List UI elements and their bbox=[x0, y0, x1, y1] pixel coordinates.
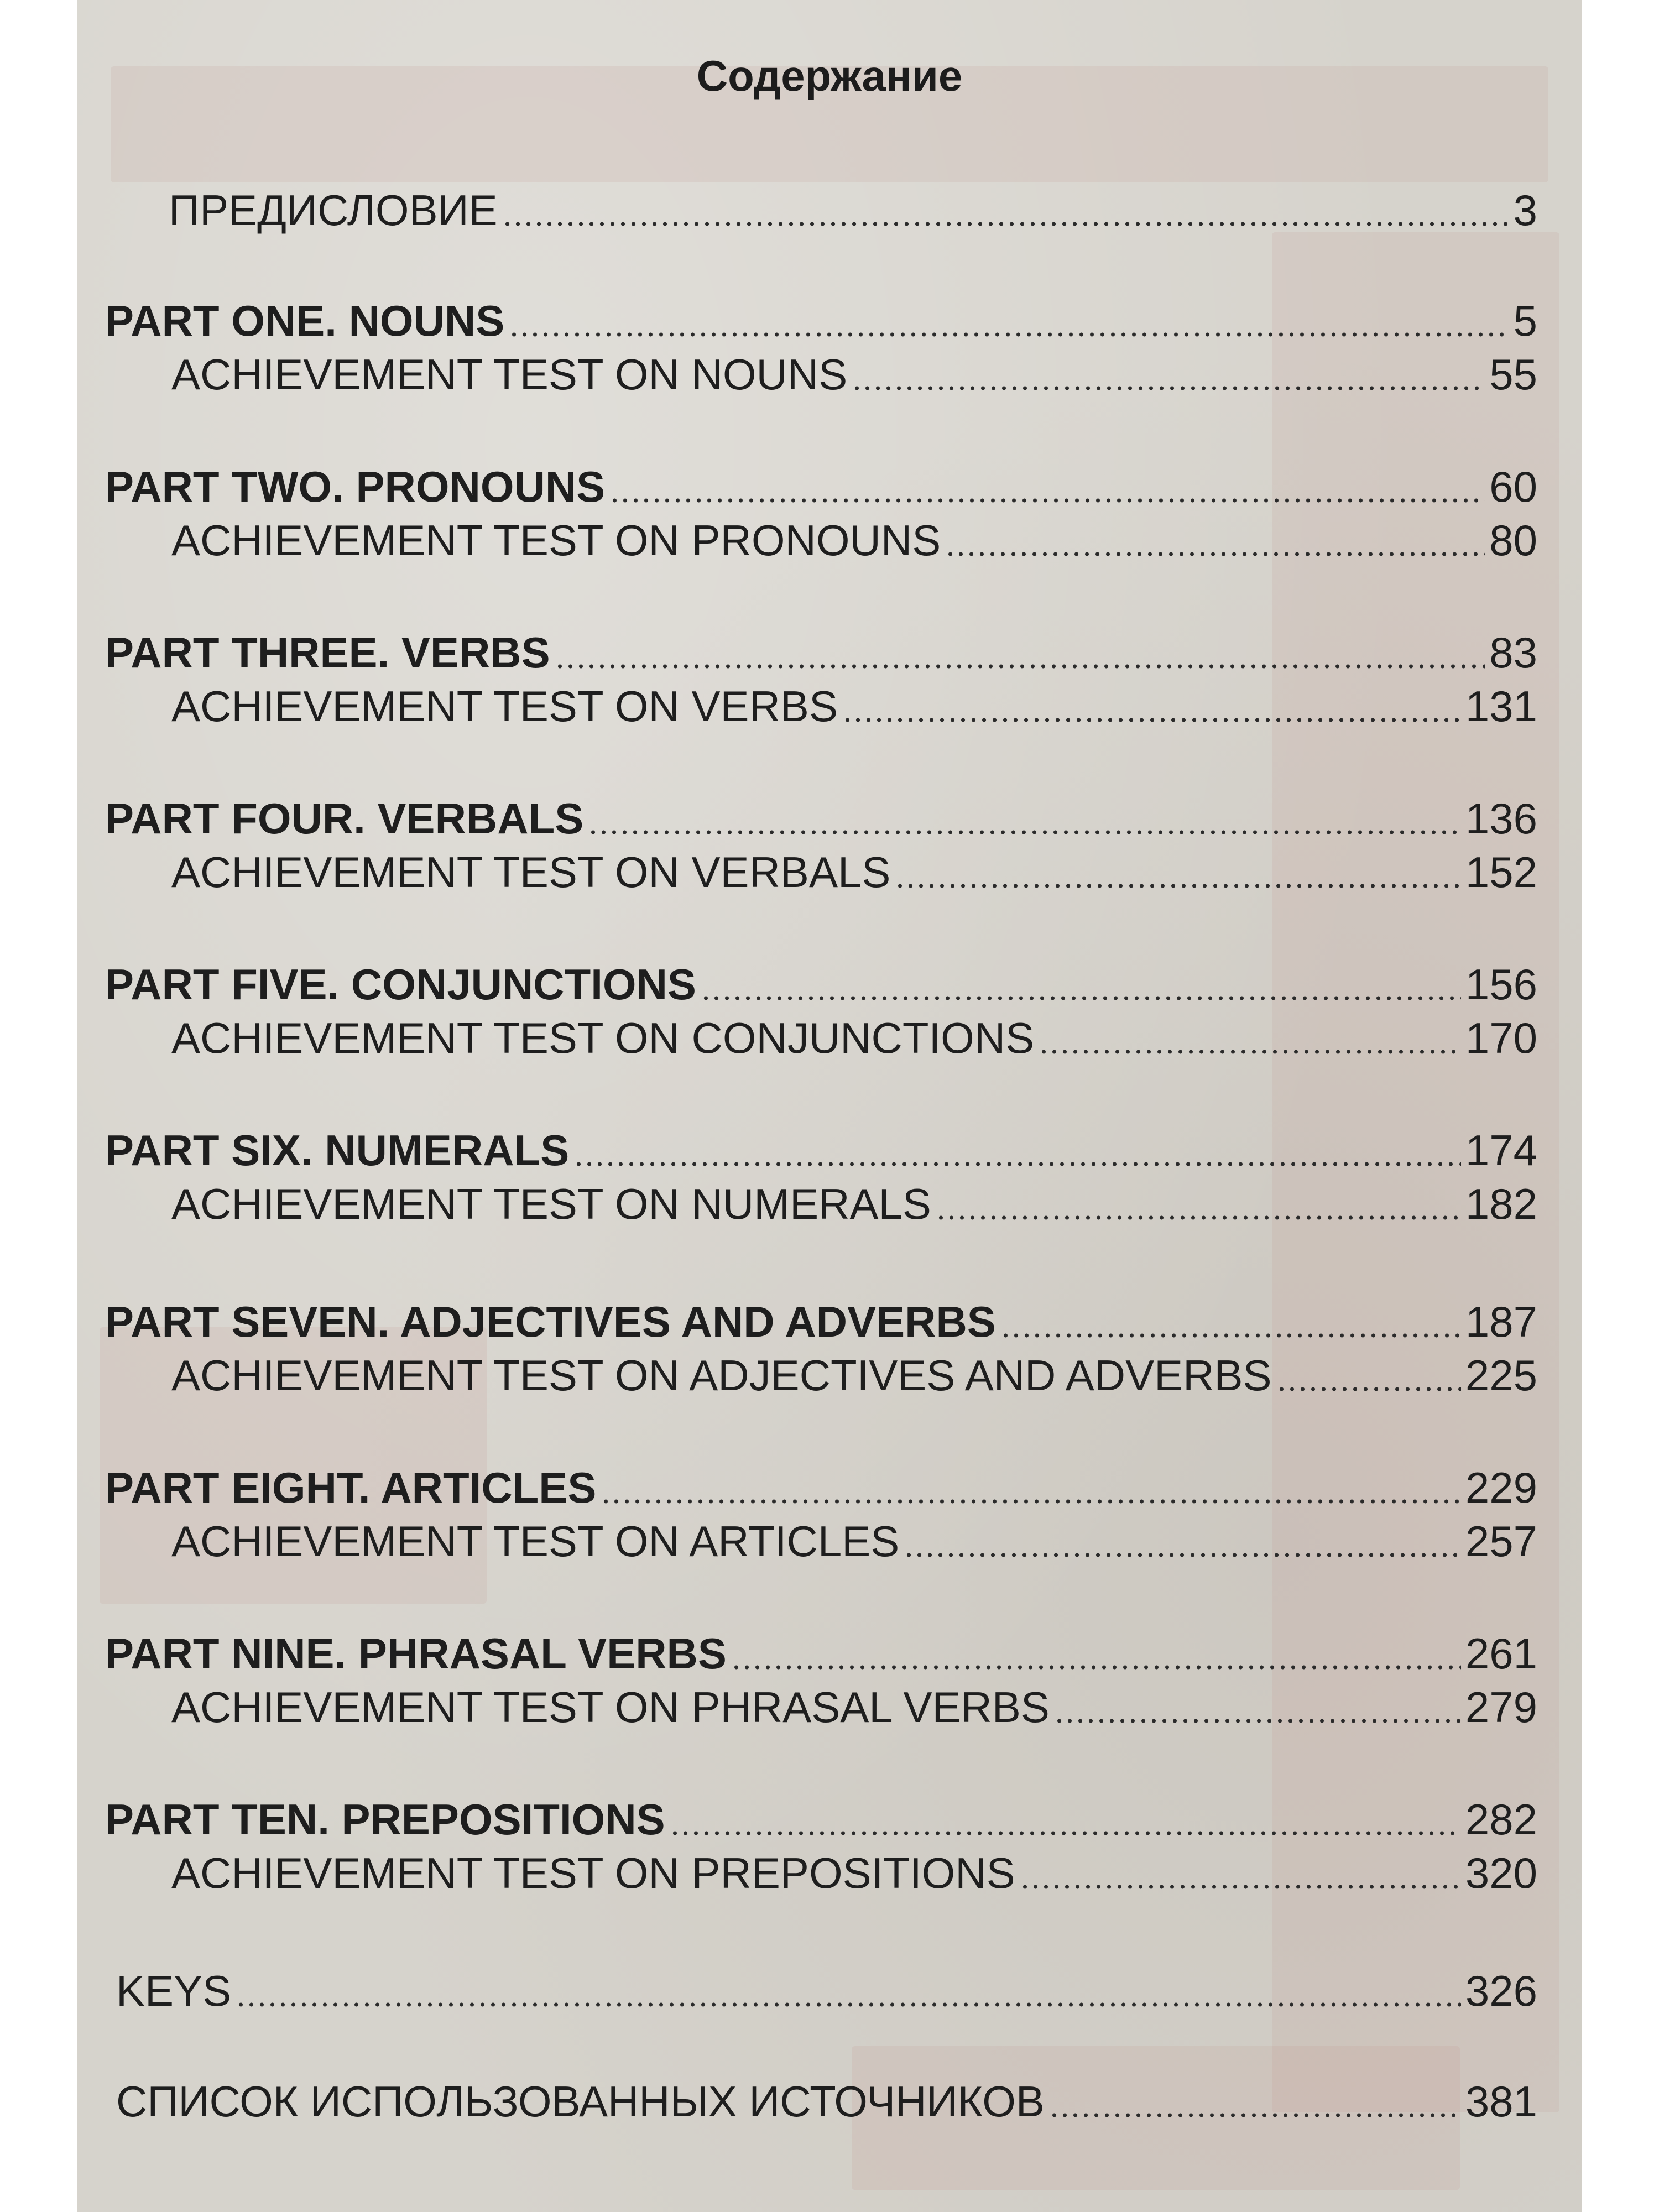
dot-leader bbox=[236, 2002, 1461, 2007]
toc-entry-keys bbox=[116, 1966, 1537, 2016]
toc-entry-label: PART ONE. NOUNS bbox=[105, 296, 505, 345]
dot-leader bbox=[1000, 1333, 1461, 1338]
toc-entry-label: ACHIEVEMENT TEST ON PREPOSITIONS bbox=[171, 1849, 1015, 1897]
toc-entry-label: ACHIEVEMENT TEST ON VERBALS bbox=[171, 848, 891, 896]
toc-entry-page: 174 bbox=[1465, 1126, 1537, 1175]
dot-leader bbox=[609, 498, 1485, 503]
toc-entry-page: 80 bbox=[1489, 516, 1537, 565]
toc-entry-sources bbox=[116, 2077, 1537, 2127]
toc-entry-label: PART FIVE. CONJUNCTIONS bbox=[105, 960, 696, 1009]
toc-entry-test bbox=[171, 1350, 1537, 1401]
toc-entry-page: 279 bbox=[1465, 1683, 1537, 1731]
toc-entry-label: ACHIEVEMENT TEST ON NUMERALS bbox=[171, 1180, 931, 1228]
toc-entry-page: 152 bbox=[1465, 848, 1537, 896]
toc-entry-part bbox=[105, 1629, 1537, 1679]
toc-entry-part bbox=[105, 794, 1537, 844]
toc-entry-page: 320 bbox=[1465, 1849, 1537, 1897]
toc-entry-page: 3 bbox=[1513, 186, 1537, 234]
toc-entry-page: 83 bbox=[1489, 628, 1537, 677]
dot-leader bbox=[555, 664, 1485, 669]
book-page bbox=[77, 0, 1582, 2212]
toc-entry-label: PART EIGHT. ARTICLES bbox=[105, 1463, 597, 1512]
dot-leader bbox=[731, 1665, 1461, 1670]
toc-entry-page: 136 bbox=[1465, 794, 1537, 843]
dot-leader bbox=[601, 1499, 1461, 1504]
toc-entry-page: 225 bbox=[1465, 1351, 1537, 1400]
dot-leader bbox=[588, 830, 1461, 835]
toc-entry-page: 131 bbox=[1465, 682, 1537, 731]
toc-entry-part bbox=[105, 296, 1537, 346]
toc-entry-label: ACHIEVEMENT TEST ON PRONOUNS bbox=[171, 516, 941, 565]
toc-entry-test bbox=[171, 1682, 1537, 1733]
toc-entry-label: KEYS bbox=[116, 1966, 232, 2015]
toc-entry-label: ACHIEVEMENT TEST ON NOUNS bbox=[171, 350, 848, 399]
dot-leader bbox=[1020, 1884, 1461, 1890]
toc-entry-page: 182 bbox=[1465, 1180, 1537, 1228]
dot-leader bbox=[502, 221, 1509, 227]
toc-title: Содержание bbox=[696, 51, 963, 100]
toc-entry-label: СПИСОК ИСПОЛЬЗОВАННЫХ ИСТОЧНИКОВ bbox=[116, 2077, 1045, 2126]
dot-leader bbox=[1054, 1718, 1461, 1724]
toc-entry-page: 170 bbox=[1465, 1014, 1537, 1062]
toc-entry-test bbox=[171, 1516, 1537, 1567]
toc-entry-label: ACHIEVEMENT TEST ON ADJECTIVES AND ADVERBS bbox=[171, 1351, 1272, 1400]
dot-leader bbox=[1276, 1386, 1461, 1392]
toc-entry-page: 381 bbox=[1465, 2077, 1537, 2126]
toc-entry-page: 156 bbox=[1465, 960, 1537, 1009]
toc-entry-label: ACHIEVEMENT TEST ON PHRASAL VERBS bbox=[171, 1683, 1050, 1731]
toc-entry-page: 229 bbox=[1465, 1463, 1537, 1512]
toc-entry-page: 60 bbox=[1489, 462, 1537, 511]
toc-entry-label: PART TEN. PREPOSITIONS bbox=[105, 1795, 665, 1844]
dot-leader bbox=[936, 1215, 1461, 1220]
toc-entry-test bbox=[171, 1179, 1537, 1229]
toc-entry-part bbox=[105, 959, 1537, 1010]
toc-entry-part bbox=[105, 1125, 1537, 1176]
toc-entry-label: PART FOUR. VERBALS bbox=[105, 794, 584, 843]
toc-entry-part bbox=[105, 1297, 1537, 1347]
dot-leader bbox=[509, 332, 1509, 337]
toc-entry-label: ПРЕДИСЛОВИЕ bbox=[169, 186, 498, 234]
toc-entry-test bbox=[171, 349, 1537, 400]
toc-entry-page: 257 bbox=[1465, 1517, 1537, 1566]
dot-leader bbox=[573, 1161, 1461, 1167]
toc-entry-part bbox=[105, 1794, 1537, 1845]
dot-leader bbox=[1039, 1049, 1461, 1055]
toc-entry-label: PART TWO. PRONOUNS bbox=[105, 462, 606, 511]
dot-leader bbox=[904, 1552, 1461, 1558]
toc-entry-label: PART SIX. NUMERALS bbox=[105, 1126, 570, 1175]
dot-leader bbox=[701, 995, 1461, 1001]
toc-entry-label: ACHIEVEMENT TEST ON VERBS bbox=[171, 682, 838, 731]
toc-entry-label: ACHIEVEMENT TEST ON ARTICLES bbox=[171, 1517, 900, 1566]
toc-entry-label: PART NINE. PHRASAL VERBS bbox=[105, 1629, 727, 1678]
toc-entry-label: ACHIEVEMENT TEST ON CONJUNCTIONS bbox=[171, 1014, 1035, 1062]
toc-entry-page: 187 bbox=[1465, 1297, 1537, 1346]
toc-entry-page: 5 bbox=[1513, 296, 1537, 345]
toc-entry-test bbox=[171, 681, 1537, 732]
dot-leader bbox=[1049, 2112, 1461, 2118]
toc-entry-page: 326 bbox=[1465, 1966, 1537, 2015]
dot-leader bbox=[670, 1830, 1461, 1836]
dot-leader bbox=[945, 551, 1485, 557]
dot-leader bbox=[842, 717, 1461, 723]
dot-leader bbox=[852, 385, 1485, 391]
toc-entry-page: 261 bbox=[1465, 1629, 1537, 1678]
toc-entry-label: PART THREE. VERBS bbox=[105, 628, 550, 677]
toc-entry-test bbox=[171, 847, 1537, 898]
toc-entry-page: 55 bbox=[1489, 350, 1537, 399]
toc-entry-label: PART SEVEN. ADJECTIVES AND ADVERBS bbox=[105, 1297, 996, 1346]
toc-entry-part bbox=[105, 628, 1537, 678]
toc-entry-foreword bbox=[169, 185, 1537, 236]
dot-leader bbox=[895, 883, 1460, 889]
toc-entry-test bbox=[171, 515, 1537, 566]
toc-entry-part bbox=[105, 1463, 1537, 1513]
toc-entry-part bbox=[105, 462, 1537, 512]
toc-entry-test bbox=[171, 1848, 1537, 1898]
toc-entry-test bbox=[171, 1013, 1537, 1063]
toc-entry-page: 282 bbox=[1465, 1795, 1537, 1844]
